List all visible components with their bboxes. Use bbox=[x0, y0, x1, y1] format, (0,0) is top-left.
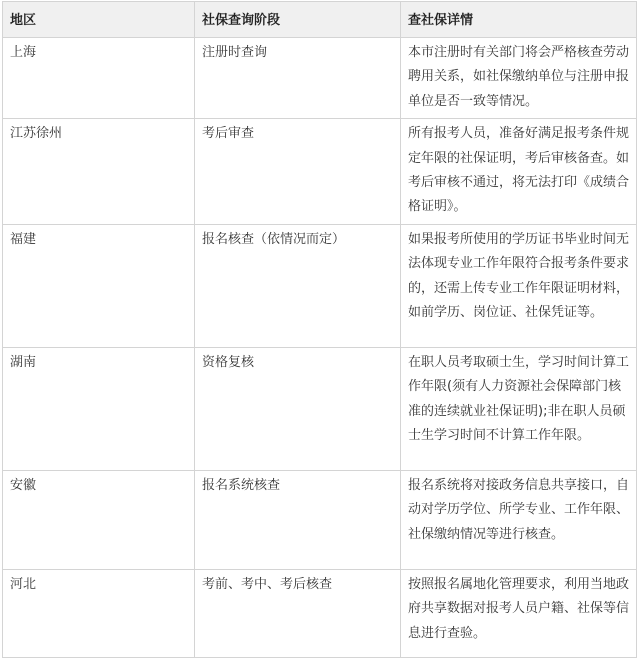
detail-cell: 按照报名属地化管理要求，利用当地政府共享数据对报考人员户籍、社保等信息进行查验。 bbox=[401, 569, 637, 657]
region-cell: 上海 bbox=[3, 38, 195, 119]
table-header-row bbox=[3, 2, 637, 38]
region-cell: 湖南 bbox=[3, 347, 195, 470]
stage-cell: 报名系统核查 bbox=[195, 470, 401, 569]
stage-cell: 考前、考中、考后核查 bbox=[195, 569, 401, 657]
stage-cell: 注册时查询 bbox=[195, 38, 401, 119]
detail-cell: 本市注册时有关部门将会严格核查劳动聘用关系，如社保缴纳单位与注册申报单位是否一致等情况。 bbox=[401, 38, 637, 119]
stage-cell: 报名核查（依情况而定） bbox=[195, 224, 401, 347]
stage-cell: 资格复核 bbox=[195, 347, 401, 470]
table-row bbox=[3, 224, 637, 347]
table-row bbox=[3, 119, 637, 225]
header-stage: 社保查询阶段 bbox=[195, 2, 401, 38]
table-row bbox=[3, 347, 637, 470]
region-cell: 福建 bbox=[3, 224, 195, 347]
social-security-table bbox=[2, 1, 637, 658]
stage-cell: 考后审查 bbox=[195, 119, 401, 225]
region-cell: 河北 bbox=[3, 569, 195, 657]
detail-cell: 报名系统将对接政务信息共享接口，自动对学历学位、所学专业、工作年限、社保缴纳情况等进行核查。 bbox=[401, 470, 637, 569]
detail-cell: 如果报考所使用的学历证书毕业时间无法体现专业工作年限符合报考条件要求的，还需上传专业工作年限证明材料，如前学历、岗位证、社保凭证等。 bbox=[401, 224, 637, 347]
table-row bbox=[3, 569, 637, 657]
detail-cell: 在职人员考取硕士生，学习时间计算工作年限(须有人力资源社会保障部门核准的连续就业社保证明);非在职人员硕士生学习时间不计算工作年限。 bbox=[401, 347, 637, 470]
region-cell: 安徽 bbox=[3, 470, 195, 569]
header-detail: 查社保详情 bbox=[401, 2, 637, 38]
detail-cell: 所有报考人员，准备好满足报考条件规定年限的社保证明，考后审核备查。如考后审核不通过，将无法打印《成绩合格证明》。 bbox=[401, 119, 637, 225]
region-cell: 江苏徐州 bbox=[3, 119, 195, 225]
table-row bbox=[3, 470, 637, 569]
header-region: 地区 bbox=[3, 2, 195, 38]
table-row bbox=[3, 38, 637, 119]
